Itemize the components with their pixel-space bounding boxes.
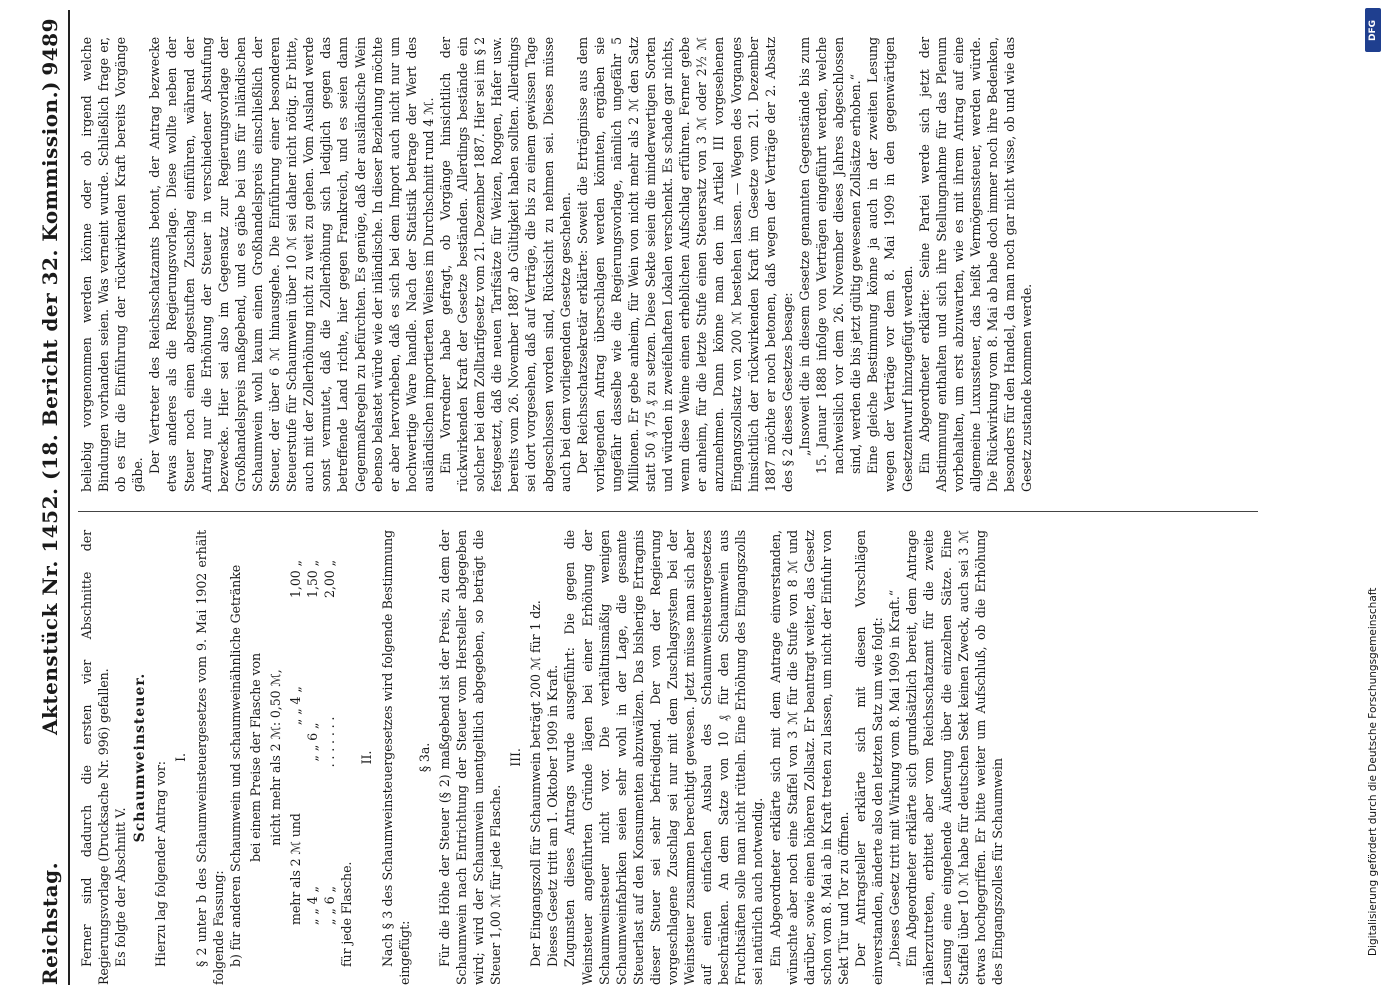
paragraph: Dieses Gesetz tritt am 1. Oktober 1909 in Kraft. [545, 665, 561, 967]
rate-row: mehr als 2 ℳ und „ „ 4 „ 1,00 „ [288, 560, 304, 925]
paragraph: „Dieses Gesetz tritt mit Wirkung vom 8. Mai 1909 in Kraft.“ [887, 589, 903, 967]
paragraph: Ferner sind dadurch die ersten vier Abschnitte der Regierungsvorlage (Drucksache Nr. 996) gefallen. [79, 530, 112, 985]
header-rule [68, 10, 70, 985]
roman-numeral: III. [508, 748, 524, 767]
paragraph: Nach § 3 des Schaumweinsteuergesetzes wird folgende Bestimmung eingefügt: [379, 530, 412, 985]
paragraph: Für die Höhe der Steuer (§ 2) maßgebend ist der Preis, zu dem der Schaumwein nach Entrichtung der Steuer vom Hersteller abgegeben wird; wird der Schaumwein unentgeltlich abgegeben, so beträgt die Steuer 1,00 ℳ für jede Flasche. [436, 530, 504, 985]
paragraph: Es folgte der Abschnitt V. [113, 807, 129, 967]
funding-note-wrapper [1367, 56, 1381, 956]
dfg-logo: DFG [1365, 8, 1381, 52]
paragraph: § 2 unter b des Schaumweinsteuergesetzes vom 9. Mai 1902 erhält folgende Fassung: [193, 530, 226, 985]
paragraph: Ein Abgeordneter erklärte sich mit dem Antrage einverstanden, wünschte aber noch eine Staffel von 3 ℳ für die Stufe von 8 ℳ und darüber, sowie einen höheren Zollsatz. Er beantragt weiter, das Gesetz schon vom 8. Mai ab in Kraft treten zu lassen, um nicht der Einfuhr von Sekt Tür und Tor zu öffnen. [767, 530, 851, 985]
funding-note: Digitalisierung gefördert durch die Deutsche Forschungsgemeinschaft [1367, 587, 1379, 956]
paragraph: Der Reichsschatzsekretär erklärte: Soweit die Erträgnisse aus dem vorliegenden Antrag überschlagen werden könnten, ergäben sie ungefähr dasselbe wie die Regierungsvorlage, nämlich ungefähr 5 Millionen. Er gebe anheim, für Wein von nicht mehr als 2 ℳ den Satz statt 50 ₰ 75 ₰ zu setzen. Diese Sekte seien die minderwertigen Sorten und würden in zweifelhaften Lokalen verschenkt. Es schade gar nichts, wenn diese Weine einen erheblichen Aufschlag erführen. Ferner gebe er anheim, für die letzte Stufe einen Steuersatz von 3 ℳ oder 2½ ℳ anzunehmen. Dann könne man den im Artikel III vorgesehenen Eingangszollsatz von 200 ℳ bestehen lassen. — Wegen des Vorganges hinsichtlich der rückwirkenden Kraft im Gesetze vom 21. Dezember 1887 möchte er noch betonen, daß wegen der Verträge der 2. Absatz des § 2 dieses Gesetzes besage: [574, 37, 795, 492]
left-column [78, 530, 1006, 985]
paragraph: bei einem Preise der Flasche von [247, 653, 263, 862]
paragraph: Der Vertreter des Reichsschatzamts betont, der Antrag bezwecke etwas anderes als die Regierungsvorlage. Diese wollte neben der Steuer noch einen abgestuften Zuschlag einführen, während der Antrag nur die Erhöhung der Steuer in verschiedener Abstufung bezwecke. Hier sei also im Gegensatz zur Regierungsvorlage der Großhandelspreis maßgebend, und es gäbe bei uns für inländischen Schaumwein wohl kaum einen Großhandelspreis einschließlich der Steuer, der über 6 ℳ hinausgehe. Die Einführung einer besonderen Steuerstufe für Schaumwein über 10 ℳ sei daher nicht nötig. Er bitte, auch mit der Zollerhöhung nicht zu weit zu gehen. Vom Ausland werde sonst vermutet, daß die Zollerhöhung sich lediglich gegen das betreffende Land richte, hier gegen Frankreich, und es seien dann Gegenmaßregeln zu befürchten. Es genüge, daß der ausländische Wein ebenso belastet würde wie der inländische. In dieser Beziehung möchte er aber hervorheben, daß es sich bei dem Import auch nicht nur um hochwertige Ware handle. Nach der Statistik betrage der Wert des ausländischen importierten Weines im Durchschnitt rund 4 ℳ. [147, 37, 436, 492]
column-divider [78, 511, 1258, 512]
header-bericht: (18. Bericht der 32. Kommission.) [38, 81, 62, 480]
paragraph: Ein Abgeordneter erklärte sich grundsätzlich bereit, dem Antrage näherzutreten, erbittet aber vom Reichsschatzamt für die zweite Lesung eine eingehende Äußerung über die einzelnen Sätze. Eine Staffel über 10 ℳ habe für deutschen Sekt keinen Zweck, auch sei 3 ℳ etwas hochgegriffen. Er bitte weiter um Aufschluß, ob die Erhöhung des Eingangszolles für Schaumwein [904, 530, 1005, 985]
paragraph: für jede Flasche. [339, 861, 355, 967]
page-number: 9489 [38, 18, 62, 76]
roman-numeral: I. [173, 753, 189, 762]
header-reichstag: Reichstag. [38, 861, 62, 985]
paragraph: Zugunsten dieses Antrags wurde ausgeführt: Die gegen die Weinsteuer angeführten Gründe lägen bei einer Erhöhung der Schaumweinsteuer nicht vor. Die verhältnismäßig wenigen Schaumweinfabriken seien sehr wohl in der Lage, die gesamte Steuerlast auf den Konsumenten abzuwälzen. Das bisherige Ertragnis dieser Steuer sei sehr befriedigend. Der von der Regierung vorgeschlagene Zuschlag sei nur mit dem Zuschlagsystem bei der Weinsteuer zusammen berechtigt gewesen. Jetzt müsse man sich aber auf einen einfachen Ausbau des Schaumweinsteuergesetzes beschränken. An dem Satze von 10 ₰ für den Schaumwein aus Fruchtsäften solle man nicht rütteln. Eine Erhöhung des Eingangszolls sei natürlich auch notwendig. [562, 530, 766, 985]
paragraph: Eine gleiche Bestimmung könne ja auch in der zweiten Lesung wegen der Verträge vor dem 8. Mai 1909 in den gegenwärtigen Gesetzentwurf hinzugefügt werden. [865, 37, 915, 492]
right-column [78, 37, 1035, 492]
rotated-page-content [30, 10, 1300, 985]
header-aktenstueck: Aktenstück Nr. 1452. [38, 487, 62, 735]
section-number: § 3a. [416, 742, 432, 773]
paragraph: Ein Abgeordneter erklärte: Seine Partei werde sich jetzt der Abstimmung enthalten und sich ihre Stellungnahme für das Plenum vorbehalten, um erst abzuwarten, wie es mit ihrem Antrag auf eine allgemeine Luxussteuer, das heißt Vermögenssteuer, werden würde. Die Rückwirkung vom 8. Mai ab habe doch immer noch ihre Bedenken, besonders für den Handel, da man noch gar nicht wisse, ob und wie das Gesetz zustande kommen werde. [916, 37, 1035, 492]
paragraph: nicht mehr als 2 ℳ: 0,50 ℳ, [267, 669, 283, 846]
roman-numeral: II. [359, 750, 375, 765]
paragraph: beliebig vorgenommen werden könne oder ob irgend welche Bindungen vorhanden seien. Was verneint wurde. Schließlich frage er, ob es für die Einführung der rückwirkenden Kraft bereits Vorgänge gäbe. [79, 37, 146, 492]
section-title: Schaumweinsteuer. [132, 672, 149, 843]
paragraph: Der Eingangszoll für Schaumwein beträgt 200 ℳ für 1 dz. [528, 600, 544, 967]
page-header [30, 10, 70, 985]
paragraph: Hierzu lag folgender Antrag vor: [153, 761, 169, 967]
paragraph: Ein Vorredner habe gefragt, ob Vorgänge hinsichtlich der rückwirkenden Kraft der Gesetze beständen. Allerdings bestände ein solcher bei dem Zolltarifgesetz vom 21. Dezember 1887. Hier sei im § 2 festgesetzt, daß die neuen Tarifsätze für Weizen, Roggen, Hafer usw. bereits vom 26. November 1887 ab Gültigkeit haben sollten. Allerdings sei dort vorgesehen, daß auf Verträge, die bis zu einem gewissen Tage abgeschlossen worden sind, Rücksicht zu nehmen sei. Dieses müsse auch bei dem vorliegenden Gesetze geschehen. [437, 37, 573, 492]
quote-paragraph: „Insoweit die in diesem Gesetze genannten Gegenstände bis zum 15. Januar 1888 infolge von Verträgen eingeführt werden, welche nachweislich vor dem 26. November dieses Jahres abgeschlossen sind, werden die bis jetzt gültig gewesenen Zollsätze erhoben.“ [796, 37, 864, 474]
rate-row: „ „ 6 „ . . . . . . . 2,00 „ [322, 560, 338, 925]
rate-row: „ „ 4 „ „ „ 6 „ 1,50 „ [305, 560, 321, 925]
paragraph: b) für anderen Schaumwein und schaumweinähnliche Getränke [227, 564, 243, 967]
paragraph: Der Antragsteller erklärte sich mit diesen Vorschlägen einverstanden, änderte also den letzten Satz um wie folgt: [853, 530, 886, 985]
